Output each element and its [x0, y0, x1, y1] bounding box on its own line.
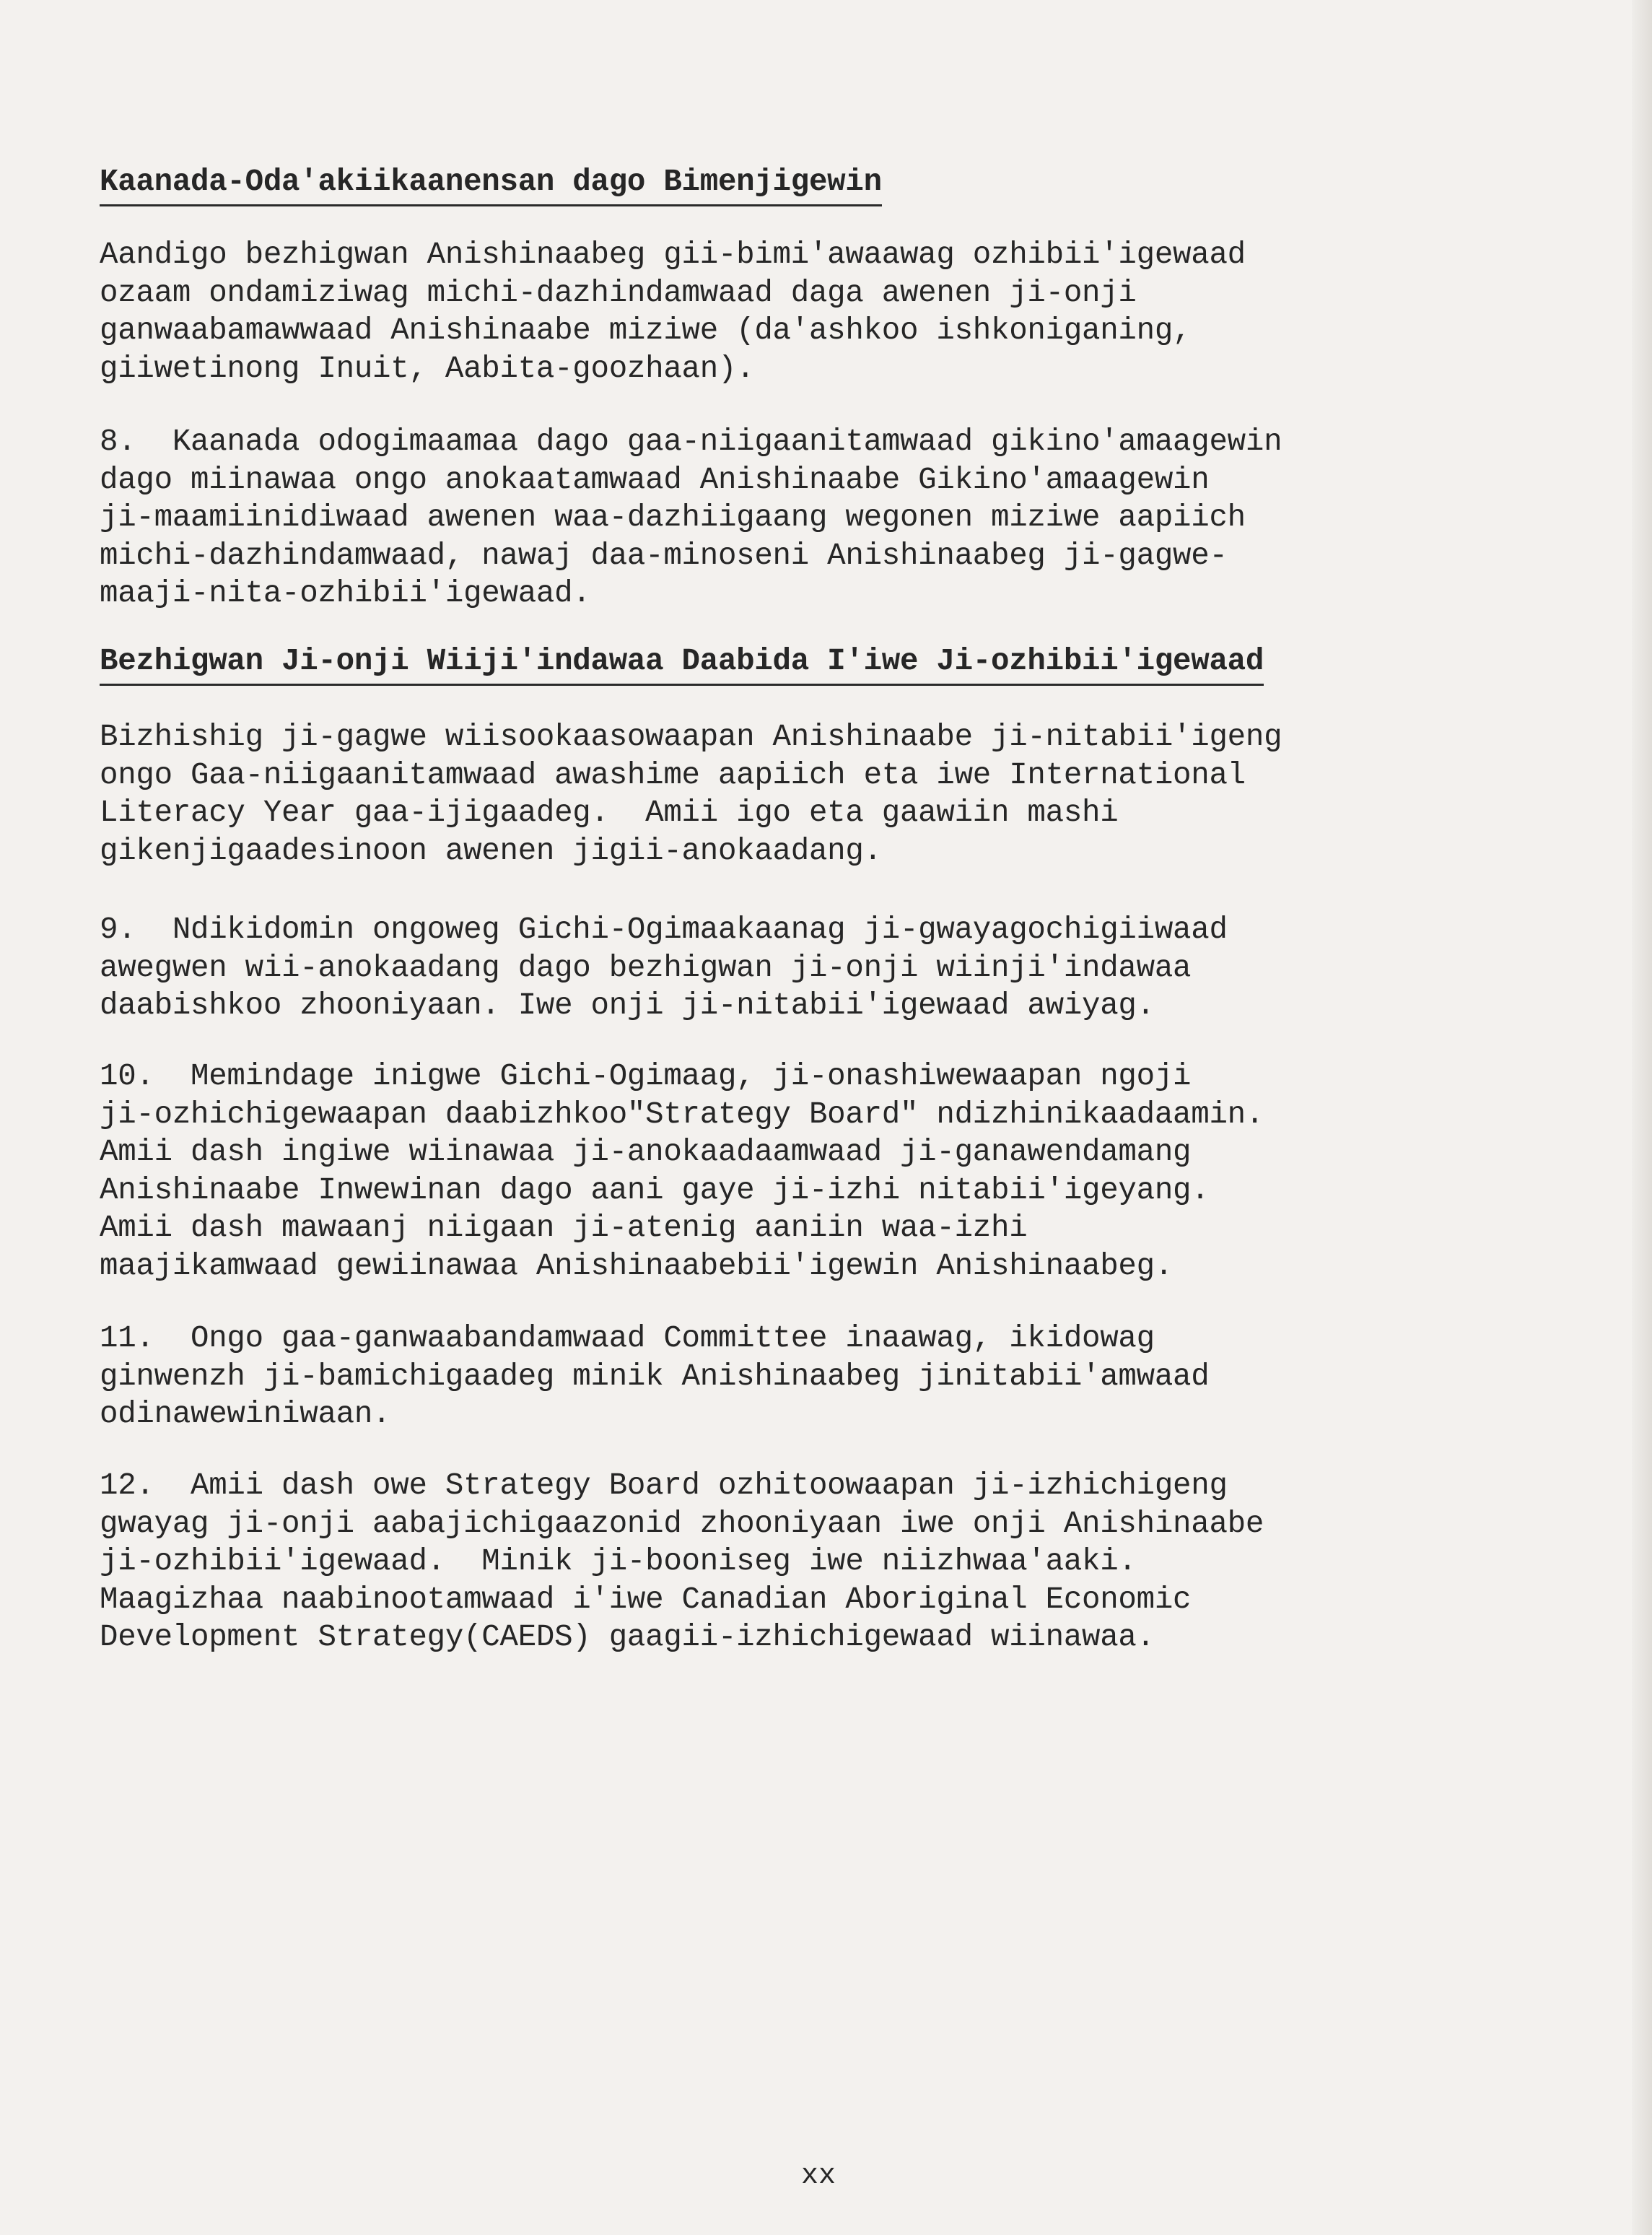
paragraph-intro-funding: Bizhishig ji-gagwe wiisookaasowaapan Anishinaabe ji-nitabii'igeng ongo Gaa-niigaanitamwaad awashime aapiich eta iwe International Literacy Year gaa-ijigaadeg. Amii igo eta gaawiin mashi gikenjigaadesinoon awenen jigii-anokaadang.: [100, 720, 1282, 868]
paragraph-item-10: 10. Memindage inigwe Gichi-Ogimaag, ji-onashiwewaapan ngoji ji-ozhichigewaapan daabizhkoo"Strategy Board" ndizhinikaadaamin. Amii dash ingiwe wiinawaa ji-anokaadaamwaad ji-ganawendamang Anishinaabe Inwewinan dago aani gaye ji-izhi nitabii'igeyang. Amii dash mawaanj niigaan ji-atenig aaniin waa-izhi maajikamwaad gewiinawaa Anishinaabebii'igewin Anishinaabeg.: [100, 1059, 1264, 1284]
page-number: xx: [801, 2160, 836, 2192]
paragraph-item-11: 11. Ongo gaa-ganwaabandamwaad Committee inaawag, ikidowag ginwenzh ji-bamichigaadeg minik Anishinaabeg jinitabii'amwaad odinawewiniwaan.: [100, 1321, 1210, 1432]
paragraph-item-8: 8. Kaanada odogimaamaa dago gaa-niigaanitamwaad gikino'amaagewin dago miinawaa ongo anokaatamwaad Anishinaabe Gikino'amaagewin ji-maamiinidiwaad awenen waa-dazhiigaang wegonen miziwe aapiich michi-dazhindamwaad, nawaj daa-minoseni Anishinaabeg ji-gagwe- maaji-nita-ozhibii'igewaad.: [100, 424, 1282, 611]
paragraph-intro-consultation: Aandigo bezhigwan Anishinaabeg gii-bimi'awaawag ozhibii'igewaad ozaam ondamiziwag michi-dazhindamwaad daga awenen ji-onji ganwaabamawwaad Anishinaabe miziwe (da'ashkoo ishkoniganing, giiwetinong Inuit, Aabita-goozhaan).: [100, 238, 1246, 386]
paragraph-item-9: 9. Ndikidomin ongoweg Gichi-Ogimaakaanag ji-gwayagochigiiwaad awegwen wii-anokaadang dago bezhigwan ji-onji wiinji'indawaa daabishkoo zhooniyaan. Iwe onji ji-nitabii'igewaad awiyag.: [100, 912, 1228, 1023]
section-heading-consultation: Kaanada-Oda'akiikaanensan dago Bimenjigewin: [100, 163, 882, 206]
paragraph-item-12: 12. Amii dash owe Strategy Board ozhitoowaapan ji-izhichigeng gwayag ji-onji aabajichigaazonid zhooniyaan iwe onji Anishinaabe ji-ozhibii'igewaad. Minik ji-booniseg iwe niizhwaa'aaki. Maagizhaa naabinootamwaad i'iwe Canadian Aboriginal Economic Development Strategy(CAEDS) gaagii-izhichigewaad wiinawaa.: [100, 1468, 1264, 1655]
section-heading-funding: Bezhigwan Ji-onji Wiiji'indawaa Daabida I'iwe Ji-ozhibii'igewaad: [100, 642, 1264, 686]
page-edge-shadow: [1632, 0, 1652, 2235]
